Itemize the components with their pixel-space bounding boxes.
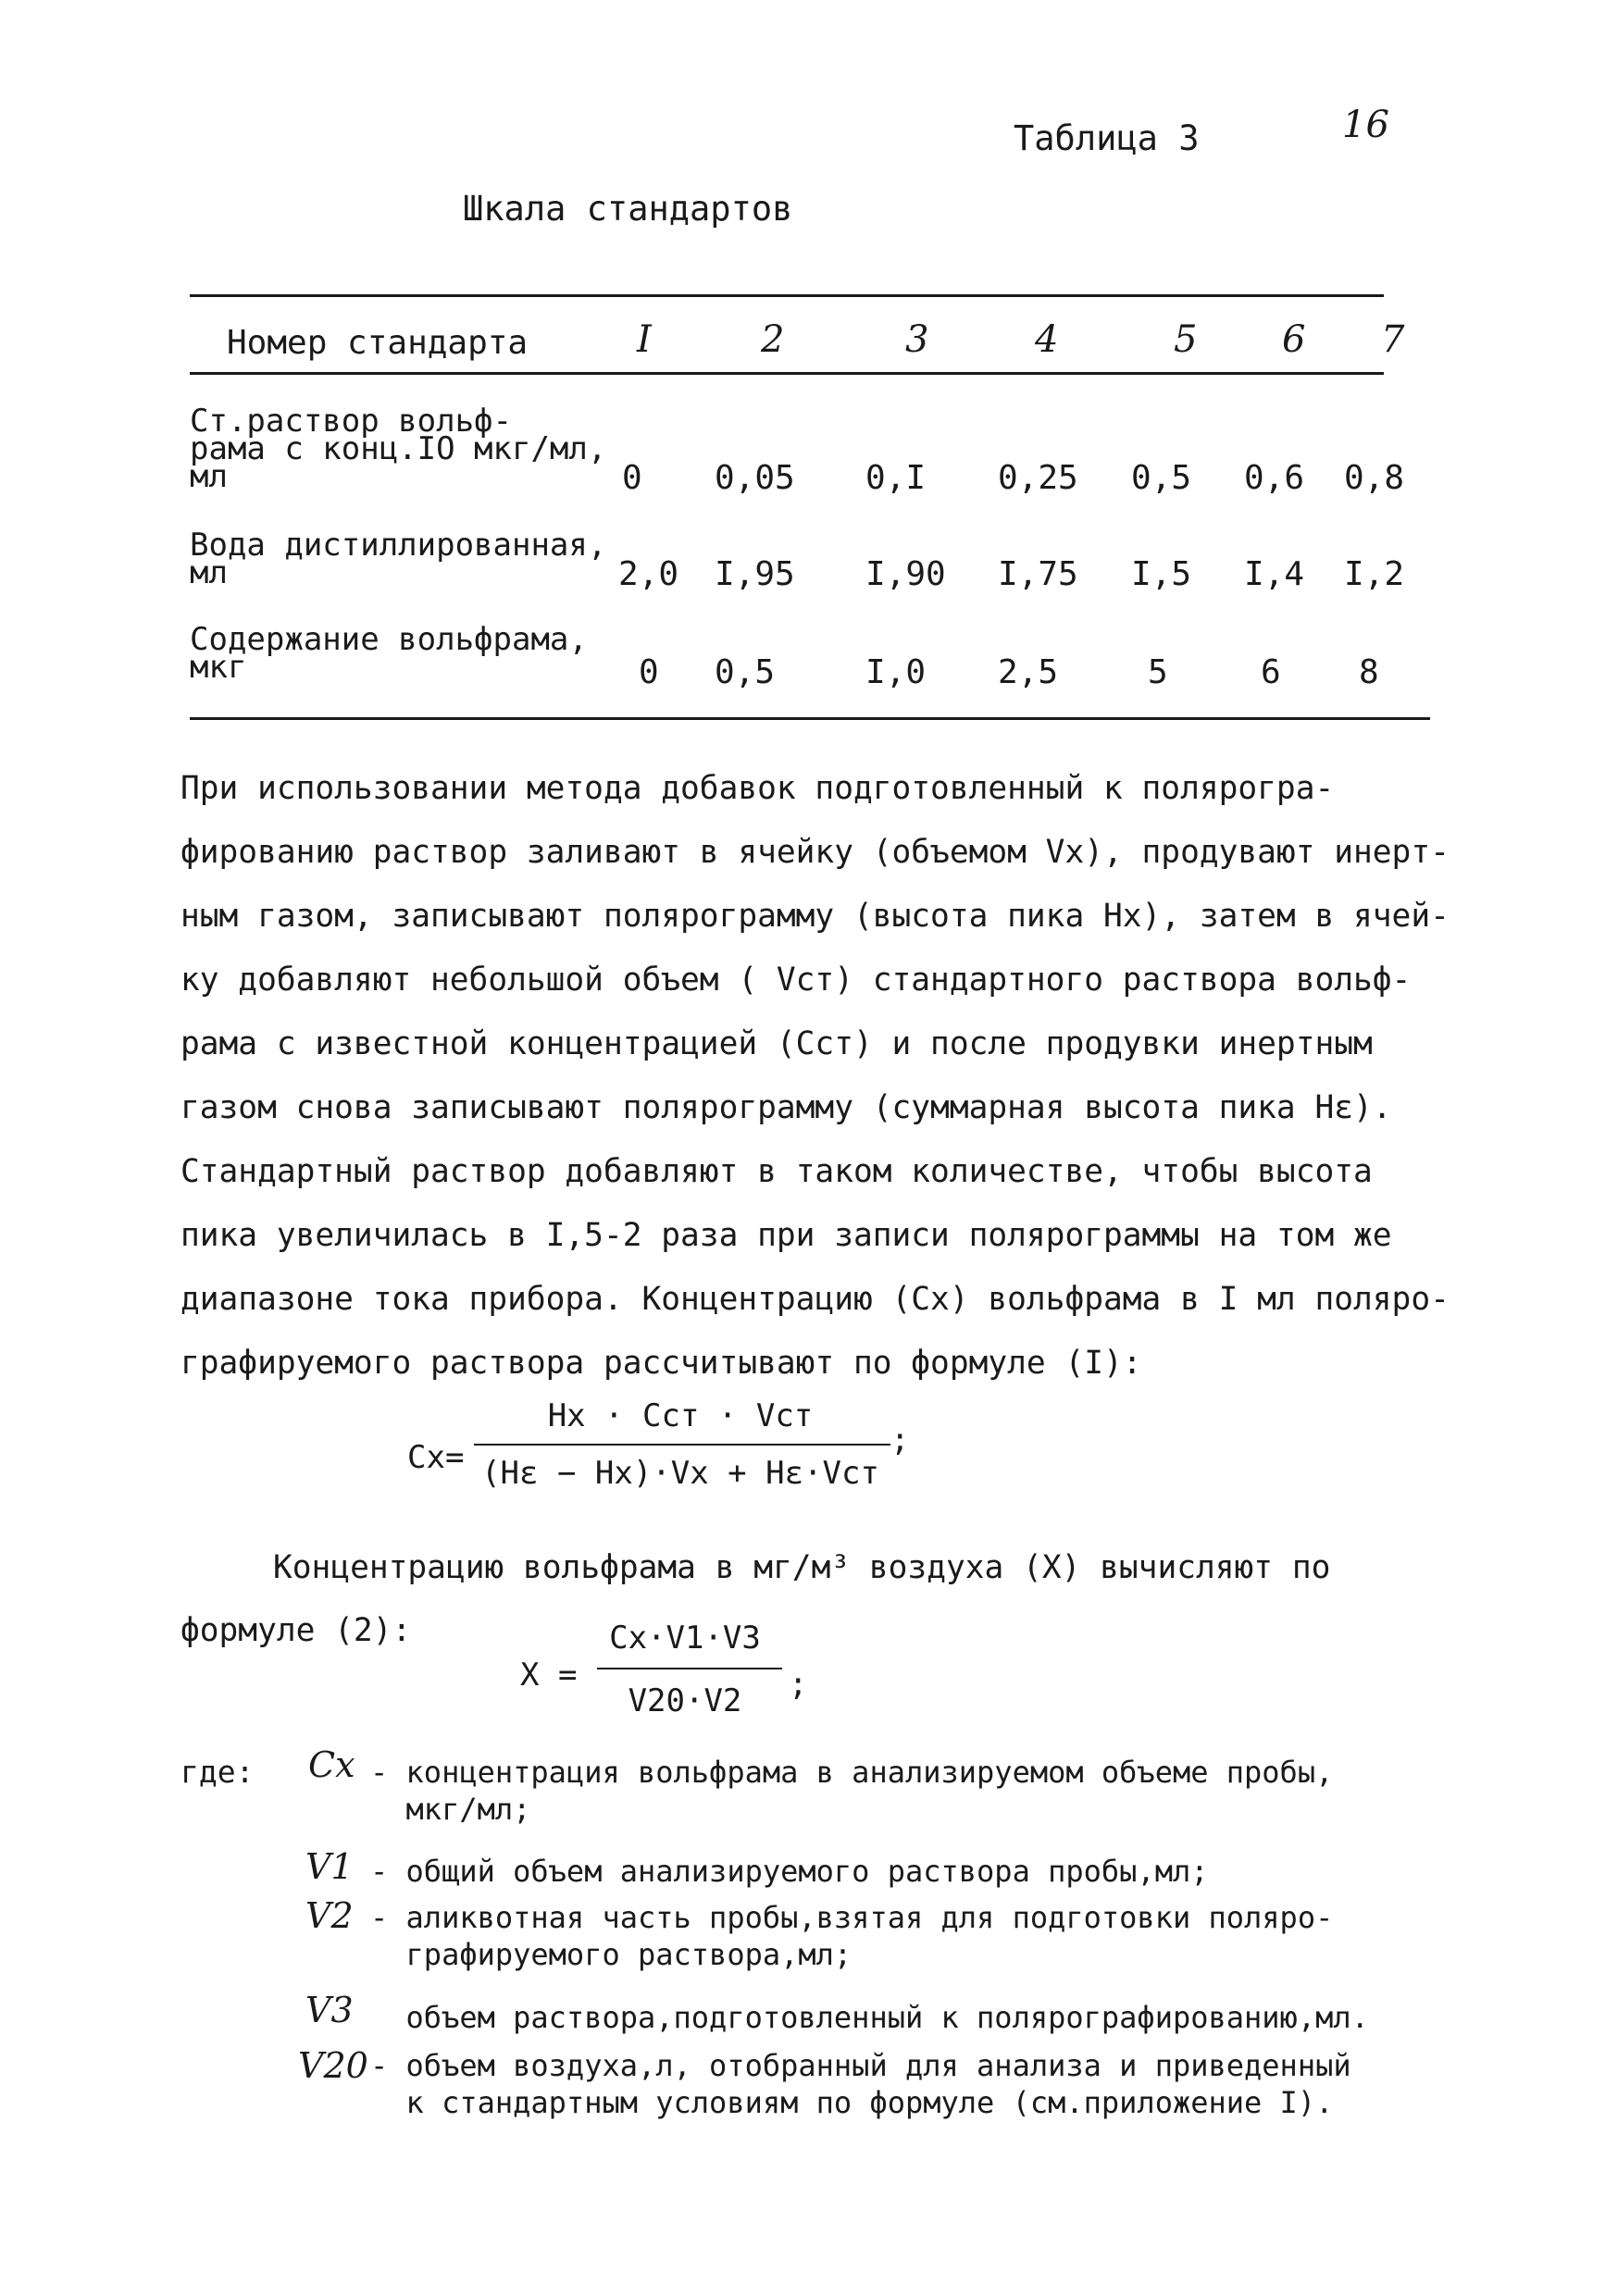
body-paragraph-2b: формуле (2): <box>180 1612 412 1649</box>
col-header-7: 7 <box>1381 318 1405 361</box>
col-header-6: 6 <box>1282 318 1306 361</box>
table-top-rule <box>190 294 1384 297</box>
legend-text: - аликвотная часть пробы,взятая для подготовки поляро- графируемого раствора,мл; <box>370 1900 1334 1972</box>
formula-1-denominator: (Hε − Hx)·Vx + Hε·Vст <box>481 1455 879 1492</box>
table-title: Шкала стандартов <box>463 189 793 229</box>
col-header-4: 4 <box>1035 318 1059 361</box>
legend-text: - концентрация вольфрама в анализируемом объеме пробы, мкг/мл; <box>370 1755 1334 1827</box>
legend-symbol: V20 <box>298 2045 368 2086</box>
legend-symbol: V2 <box>305 1895 354 1936</box>
table-row-3-cell: 0,5 <box>715 653 776 691</box>
formula-1-fraction-bar <box>474 1444 890 1446</box>
table-row-3-cell: 2,5 <box>998 653 1059 691</box>
table-row-1-cell: 0,6 <box>1244 459 1305 497</box>
legend-text: - общий объем анализируемого раствора пробы,мл; <box>370 1854 1209 1889</box>
table-row-3-cell: 5 <box>1148 653 1168 691</box>
body-paragraph-2: Концентрацию вольфрама в мг/м³ воздуха (X) вычисляют по <box>273 1549 1331 1586</box>
formula-1-numerator: Hx · Cст · Vст <box>547 1397 814 1434</box>
formula-2-lhs: X = <box>520 1657 578 1694</box>
formula-2-denominator: V20·V2 <box>628 1682 742 1719</box>
formula-2-fraction-bar <box>597 1668 782 1669</box>
col-header-1: I <box>637 318 652 361</box>
legend-symbol: V3 <box>305 1990 354 2030</box>
table-row-1-cell: 0,25 <box>998 459 1078 497</box>
col-header-2: 2 <box>761 318 785 361</box>
table-row-3-cell: I,0 <box>865 653 927 691</box>
legend-text: объем раствора,подготовленный к полярографированию,мл. <box>370 2000 1369 2035</box>
table-header-rule <box>190 372 1384 375</box>
table-row-3-cell: 0 <box>639 653 659 691</box>
page-number: 16 <box>1342 104 1389 146</box>
table-row-2-cell: I,5 <box>1131 555 1192 593</box>
table-row-2-cell: I,75 <box>998 555 1078 593</box>
table-bottom-rule <box>190 717 1430 720</box>
table-row-2-cell: I,2 <box>1344 555 1405 593</box>
table-row-3-label: Содержание вольфрама, мкг <box>190 621 588 686</box>
table-row-1-cell: 0,05 <box>715 459 795 497</box>
formula-2-numerator: Cx·V1·V3 <box>609 1620 761 1657</box>
table-row-1-cell: 0 <box>622 459 642 497</box>
table-header-label: Номер стандарта <box>227 324 529 362</box>
table-row-3-cell: 8 <box>1359 653 1379 691</box>
table-row-2-cell: 2,0 <box>618 555 679 593</box>
formula-2-end: ; <box>789 1666 808 1703</box>
col-header-5: 5 <box>1174 318 1198 361</box>
table-label: Таблица 3 <box>1014 118 1200 158</box>
col-header-3: 3 <box>905 318 929 361</box>
legend-where: где: <box>180 1754 255 1790</box>
table-row-2-cell: I,90 <box>865 555 946 593</box>
table-row-1-cell: 0,I <box>865 459 927 497</box>
body-paragraph-1: При использовании метода добавок подготовленный к полярогра- фированию раствор заливают в ячейку (объемом Vx), продувают инерт- ным газом, записывают полярограмму (высота пика Hx), затем в ячей- ку добавляют небольшой объем ( Vст) стандартного раствора вольф- рама с известной концентрацией (Cст) и после продувки инертным газом снова записывают полярограмму (суммарная высота пика Hε). Стандартный раствор добавляют в таком количестве, чтобы высота пика увеличилась в I,5-2 раза при записи полярограммы на том же диапазоне тока прибора. Концентрацию (Cx) вольфрама в I мл поляро- графируемого раствора рассчитывают по формуле (I): <box>180 770 1450 1382</box>
legend-symbol: V1 <box>305 1846 354 1887</box>
table-row-1-cell: 0,5 <box>1131 459 1192 497</box>
table-row-3-cell: 6 <box>1261 653 1281 691</box>
legend-text: - объем воздуха,л, отобранный для анализа и приведенный к стандартным условиям по формуле (см.приложение I). <box>370 2048 1351 2120</box>
formula-1-end: ; <box>890 1421 910 1458</box>
formula-1-lhs: Cx= <box>407 1439 465 1476</box>
table-row-2-label: Вода дистиллированная, мл <box>190 527 607 591</box>
table-row-2-cell: I,4 <box>1244 555 1305 593</box>
table-row-1-label: Ст.раствор вольф- рама с конц.IO мкг/мл, мл <box>190 403 607 495</box>
legend-symbol: Cx <box>308 1744 355 1785</box>
table-row-2-cell: I,95 <box>715 555 795 593</box>
table-row-1-cell: 0,8 <box>1344 459 1405 497</box>
